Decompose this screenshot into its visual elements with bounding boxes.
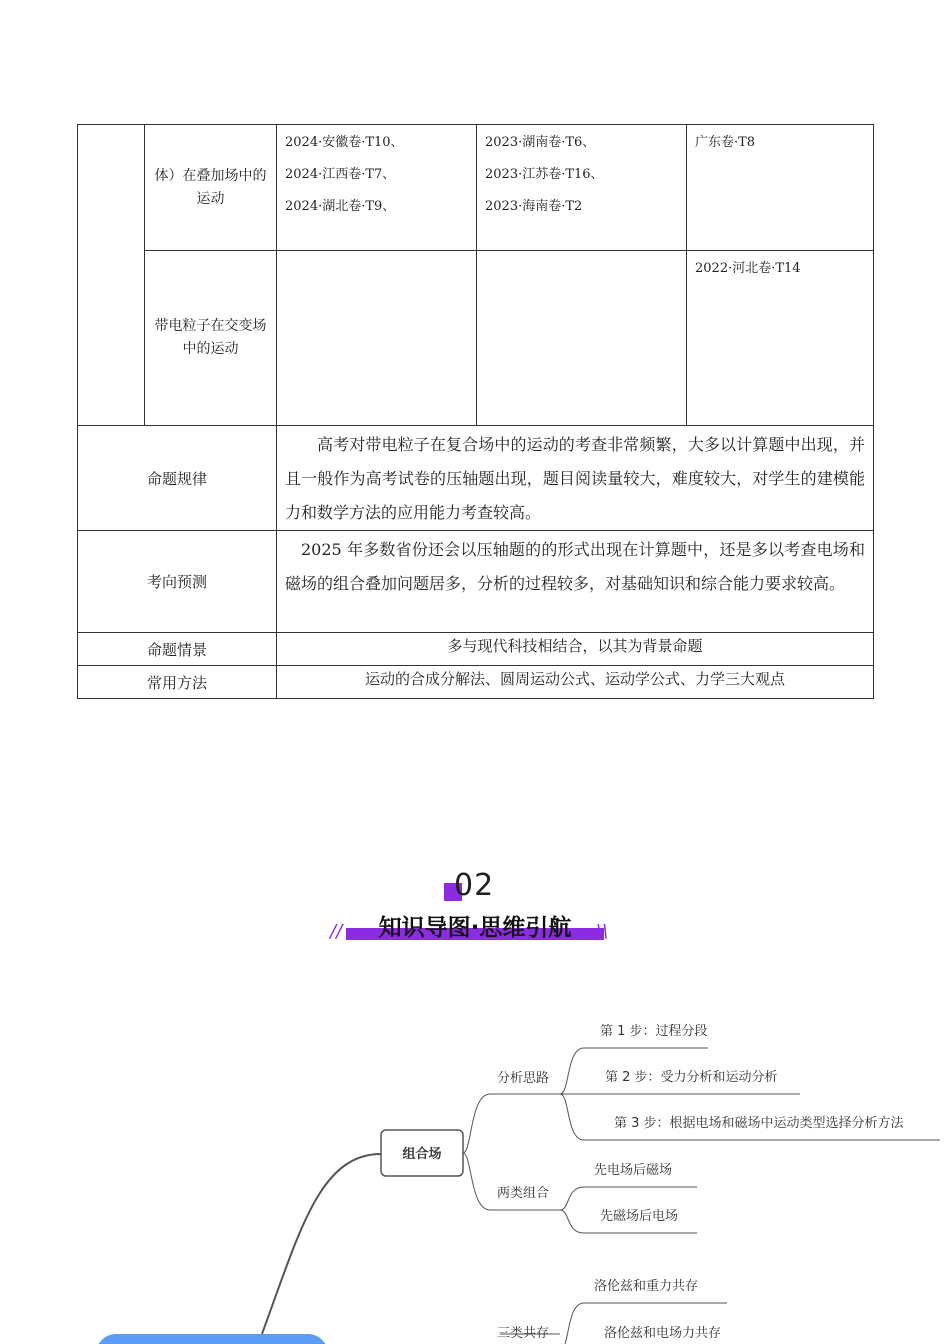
topic-cell-alternating-field: 带电粒子在交变场中的运动: [145, 251, 277, 426]
citation: 2024·湖北卷·T9、: [285, 199, 396, 214]
citation: 2023·江苏卷·T16、: [485, 167, 604, 182]
empty-cell: [477, 251, 687, 426]
section-number-text: 02: [454, 868, 495, 903]
forecast-text: 2025 年多数省份还会以压轴题的的形式出现在计算题中，还是多以考查电场和磁场的组合叠加问题居多，分析的过程较多，对基础知识和综合能力要求较高。: [277, 531, 874, 633]
branch-three-label: 三类共存: [497, 1326, 550, 1341]
three-b-label: 洛伦兹和电场力共存: [604, 1326, 722, 1341]
topic-cell-stacked-field: 体）在叠加场中的运动: [145, 125, 277, 251]
link-analysis: [463, 1094, 560, 1153]
merged-category-cell: [78, 125, 145, 426]
citation: 2023·湖南卷·T6、: [485, 135, 596, 150]
three-a-label: 洛伦兹和重力共存: [594, 1279, 699, 1294]
citation: 2024·江西卷·T7、: [285, 167, 396, 182]
scenario-text: 多与现代科技相结合，以其为背景命题: [277, 633, 874, 666]
two-a-label: 先电场后磁场: [594, 1163, 673, 1178]
methods-label: 常用方法: [78, 666, 277, 699]
scenario-label: 命题情景: [78, 633, 277, 666]
citations-2022: [687, 125, 874, 251]
step2-label: 第 2 步：受力分析和运动分析: [605, 1070, 778, 1085]
mindmap: [0, 990, 950, 1344]
mindmap-root-node[interactable]: [96, 1334, 328, 1344]
step3-label: 第 3 步：根据电场和磁场中运动类型选择分析方法: [614, 1116, 904, 1131]
rules-text: 高考对带电粒子在复合场中的运动的考查非常频繁，大多以计算题中出现，并且一般作为高考试卷的压轴题出现，题目阅读量较大，难度较大，对学生的建模能力和数学方法的应用能力考查较高。: [277, 426, 874, 531]
citation: 广东卷·T8: [695, 135, 756, 150]
forecast-label: 考向预测: [78, 531, 277, 633]
citations-2024: [277, 125, 477, 251]
citations-2023: [477, 125, 687, 251]
rules-label: 命题规律: [78, 426, 277, 531]
exam-analysis-table: [77, 124, 874, 699]
right-slash-icon: \\: [596, 921, 609, 942]
citations-2022-row2: [687, 251, 874, 426]
combined-field-label: 组合场: [402, 1147, 442, 1162]
left-slash-icon: //: [330, 921, 343, 942]
citation: 2023·海南卷·T2: [485, 199, 583, 214]
link-root-combined: [262, 1154, 381, 1334]
two-b-label: 先磁场后电场: [600, 1209, 679, 1224]
branch-two-label: 两类组合: [497, 1186, 550, 1201]
link-two-types: [463, 1153, 560, 1210]
empty-cell: [277, 251, 477, 426]
citation: 2022·河北卷·T14: [695, 261, 801, 276]
section-number: [444, 868, 514, 908]
branch-analysis-label: 分析思路: [497, 1071, 550, 1086]
link-two-a: [560, 1187, 697, 1210]
citation: 2024·安徽卷·T10、: [285, 135, 404, 150]
step1-label: 第 1 步：过程分段: [600, 1024, 708, 1039]
section-title-text: 知识导图·思维引航: [378, 915, 572, 941]
methods-text: 运动的合成分解法、圆周运动公式、运动学公式、力学三大观点: [277, 666, 874, 699]
section-title: [330, 905, 620, 945]
